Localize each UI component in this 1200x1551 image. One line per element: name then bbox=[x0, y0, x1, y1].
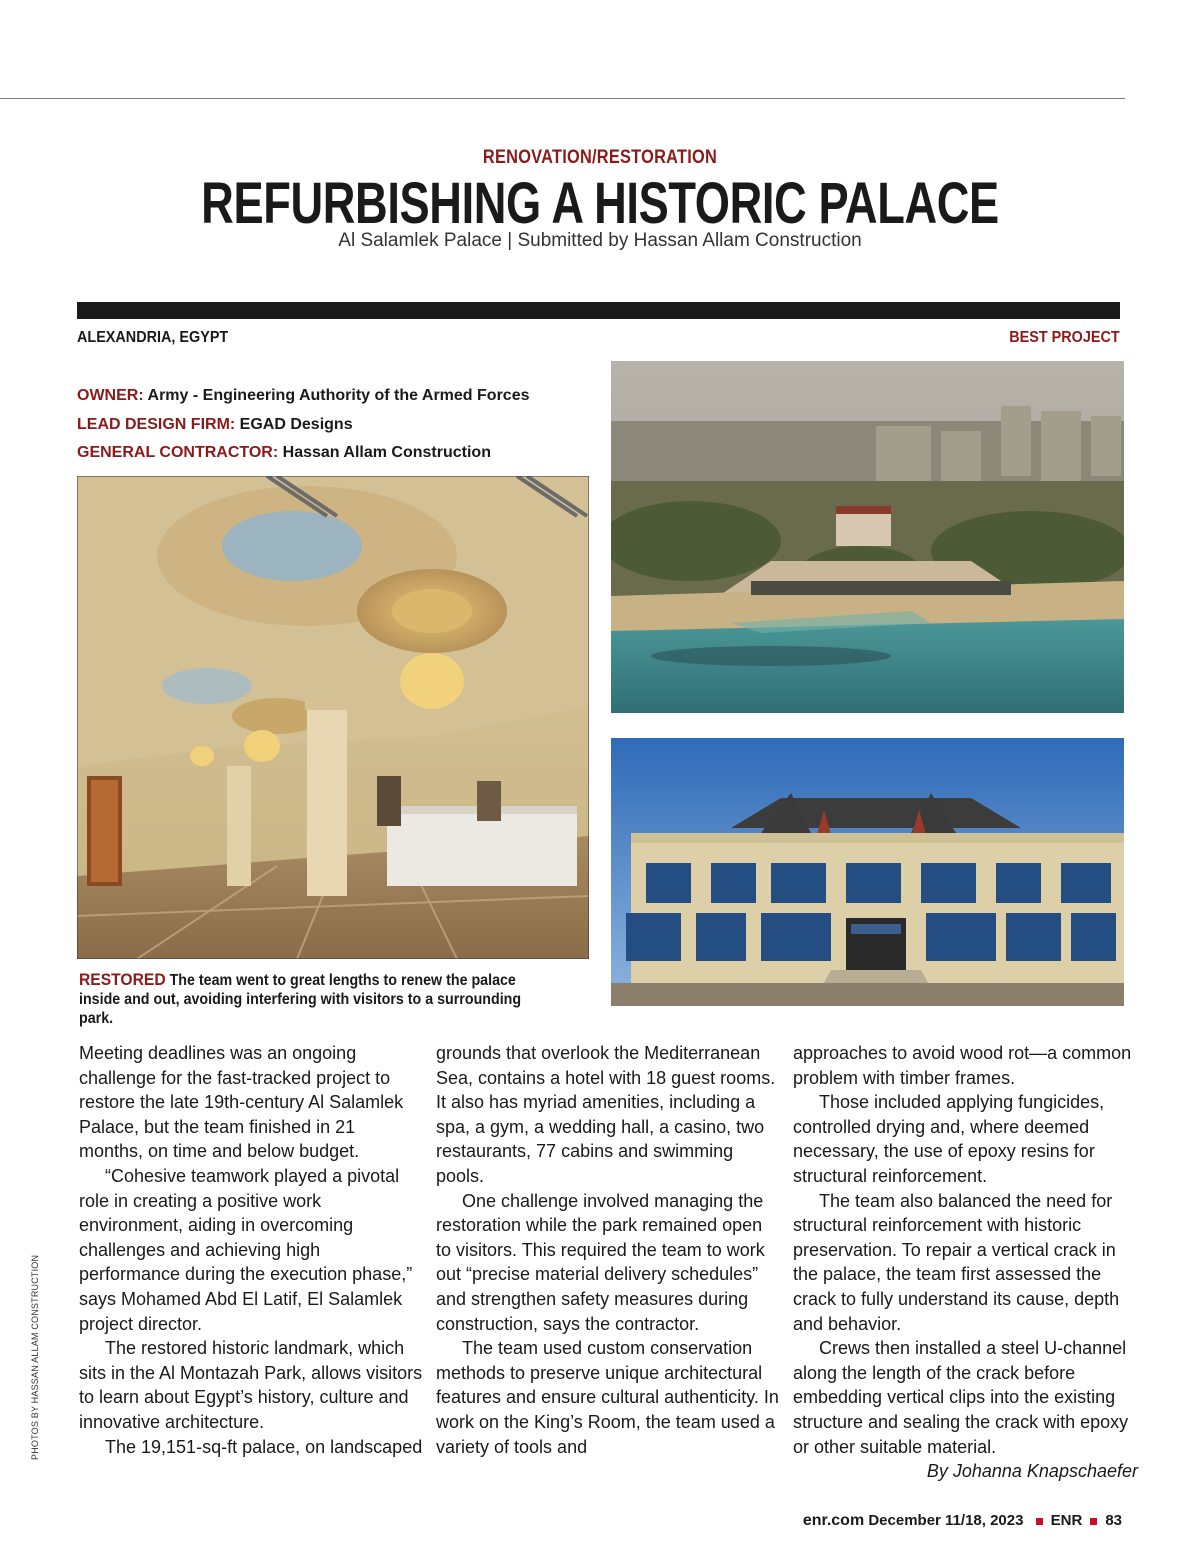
article-column-1 bbox=[79, 1041, 424, 1459]
article-paragraph: Meeting deadlines was an ongoing challenge for the fast-tracked project to restore the late 19th-century Al Salamlek Palace, but the team finished in 21 months, on time and below budget. bbox=[79, 1043, 404, 1162]
article-paragraph: approaches to avoid wood rot—a common problem with timber frames. bbox=[793, 1043, 1132, 1088]
location-label: ALEXANDRIA, EGYPT bbox=[77, 329, 229, 346]
credit-value: EGAD Designs bbox=[239, 415, 353, 433]
article-paragraph: The team also balanced the need for structural reinforcement with historic preservation. To repair a vertical crack in the palace, the team first assessed the crack to fully understand its cause, depth and behavior. bbox=[793, 1190, 1120, 1334]
article-paragraph: Those included applying fungicides, controlled drying and, where deemed necessary, the use of epoxy resins for structural reinforcement. bbox=[793, 1092, 1105, 1186]
header-bar bbox=[77, 302, 1120, 319]
credit-label: LEAD DESIGN FIRM: bbox=[77, 415, 236, 433]
credit-value: Hassan Allam Construction bbox=[282, 444, 491, 461]
award-label: BEST PROJECT bbox=[1009, 329, 1120, 346]
subtitle: Al Salamlek Palace | Submitted by Hassan Allam Construction bbox=[338, 230, 862, 251]
article-column-3 bbox=[793, 1041, 1138, 1484]
project-credits bbox=[77, 382, 597, 468]
credit-owner bbox=[77, 382, 597, 411]
footer-page-number: 83 bbox=[1105, 1512, 1122, 1529]
facade-photo-illustration bbox=[611, 738, 1124, 1006]
article-paragraph: One challenge involved managing the restoration while the park remained open to visitors. This required the team to work out “precise material delivery schedules” and strengthen safety measures during construction, says the contractor. bbox=[436, 1190, 765, 1334]
caption-kicker: RESTORED bbox=[79, 970, 166, 989]
footer-site-link[interactable]: enr.com bbox=[802, 1512, 865, 1529]
article-paragraph: The team used custom conservation methods to preserve unique architectural features and ensure cultural authenticity. In work on the King’s Room, the team used a variety of tools and bbox=[436, 1338, 779, 1457]
credit-label: OWNER: bbox=[77, 387, 144, 404]
facade-photo bbox=[611, 738, 1124, 1006]
photo-caption bbox=[79, 970, 557, 1028]
article-paragraph: Crews then installed a steel U-channel along the length of the crack before embedding vertical clips into the existing structure and sealing the crack with epoxy or other suitable material. bbox=[793, 1338, 1129, 1457]
caption-text: The team went to great lengths to renew the palace inside and out, avoiding interfering with visitors to a surrounding park. bbox=[79, 972, 522, 1027]
article-paragraph: “Cohesive teamwork played a pivotal role in creating a positive work environment, aiding in overcoming challenges and achieving high performance during the execution phase,” says Mohamed Abd El Latif, El Salamlek project director. bbox=[79, 1165, 413, 1334]
article-paragraph: The restored historic landmark, which sits in the Al Montazah Park, allows visitors to learn about Egypt’s history, culture and innovative architecture. bbox=[79, 1338, 423, 1432]
footer-square-icon bbox=[1036, 1518, 1043, 1525]
aerial-photo-illustration bbox=[611, 361, 1124, 713]
byline: By Johanna Knapschaefer bbox=[926, 1461, 1138, 1482]
page-footer bbox=[803, 1512, 1122, 1530]
footer-square-icon bbox=[1090, 1518, 1097, 1525]
headline: REFURBISHING A HISTORIC PALACE bbox=[201, 171, 999, 236]
aerial-photo bbox=[611, 361, 1124, 713]
top-rule bbox=[0, 98, 1125, 99]
article-paragraph: The 19,151-sq-ft palace, on landscaped bbox=[105, 1436, 423, 1457]
credit-label: GENERAL CONTRACTOR: bbox=[77, 444, 279, 461]
article-paragraph: grounds that overlook the Mediterranean Sea, contains a hotel with 18 guest rooms. It also has myriad amenities, including a spa, a gym, a wedding hall, a casino, two restaurants, 77 cabins and swimming pools. bbox=[436, 1043, 776, 1186]
interior-photo-illustration bbox=[77, 476, 589, 959]
section-label: RENOVATION/RESTORATION bbox=[482, 147, 718, 168]
credit-contractor bbox=[77, 439, 597, 468]
article-column-2 bbox=[436, 1041, 781, 1459]
photo-credit: PHOTOS BY HASSAN ALLAM CONSTRUCTION bbox=[30, 1254, 40, 1460]
interior-photo bbox=[77, 476, 589, 959]
footer-brand: ENR bbox=[1050, 1512, 1083, 1529]
credit-value: Army - Engineering Authority of the Armed Forces bbox=[147, 387, 530, 404]
footer-date: December 11/18, 2023 bbox=[868, 1512, 1024, 1529]
credit-design-firm bbox=[77, 411, 597, 440]
